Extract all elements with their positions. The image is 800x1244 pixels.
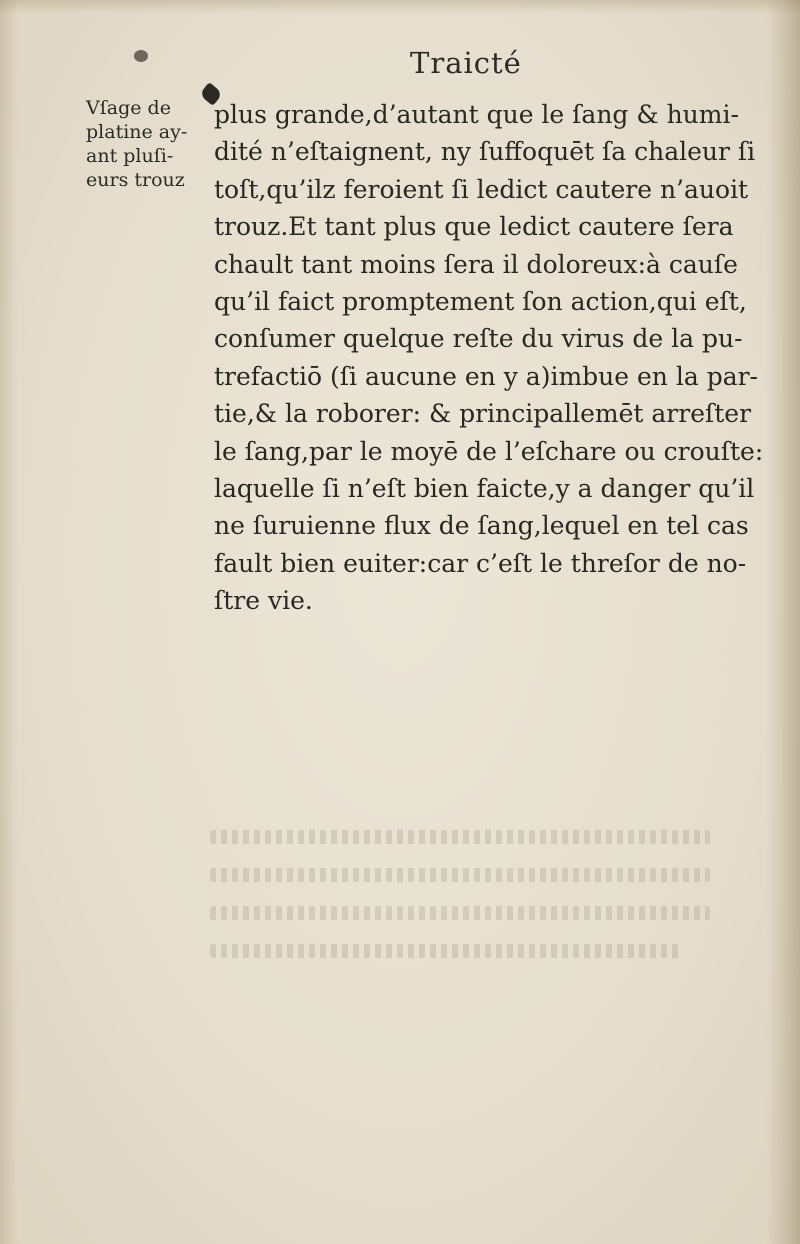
page-edge-top — [0, 0, 800, 14]
text-line: tie,& la roborer: & principallemēt arreſter — [214, 399, 752, 429]
text-line: conſumer quelque reſte du virus de la pu- — [214, 324, 743, 354]
text-line-content: plus grande,d’autant que le ſang & humi- — [214, 100, 739, 129]
margin-note — [86, 96, 216, 192]
margin-note-line: eurs trouz — [86, 169, 185, 191]
text-line: trefactiō (ſi aucune en y a)imbue en la par- — [214, 361, 759, 391]
text-line: toſt,qu’ilz feroient ſi ledict cautere n’auoit — [214, 174, 749, 204]
ink-stain — [134, 50, 148, 62]
text-line: ſtre vie. — [214, 586, 313, 616]
reverse-side-show-through — [170, 640, 730, 1000]
text-line: chault tant moins ſera il doloreux:à cauſe — [214, 249, 738, 279]
text-line: laquelle ſi n’eſt bien faicte,y a danger qu’il — [214, 474, 755, 504]
page-edge-left — [0, 0, 18, 1244]
text-line: fault bien euiter:car c’eſt le threſor de no- — [214, 548, 747, 578]
margin-note-line: Vſage de — [86, 97, 171, 119]
text-line: trouz.Et tant plus que ledict cautere ſera — [214, 212, 734, 242]
margin-note-line: platine ay- — [86, 121, 188, 143]
text-line: dité n’eſtaignent, ny ſuffoquēt ſa chaleur ſi — [214, 137, 756, 167]
body-text — [214, 96, 774, 620]
running-head: Traicté — [410, 46, 522, 80]
text-line: ne ſuruienne flux de ſang,lequel en tel cas — [214, 511, 749, 541]
text-line — [214, 96, 774, 133]
text-line: le ſang,par le moyē de l’eſchare ou crouſte: — [214, 436, 764, 466]
margin-note-line: ant pluſi- — [86, 145, 174, 167]
text-line: qu’il faict promptement ſon action,qui eſt, — [214, 287, 747, 317]
